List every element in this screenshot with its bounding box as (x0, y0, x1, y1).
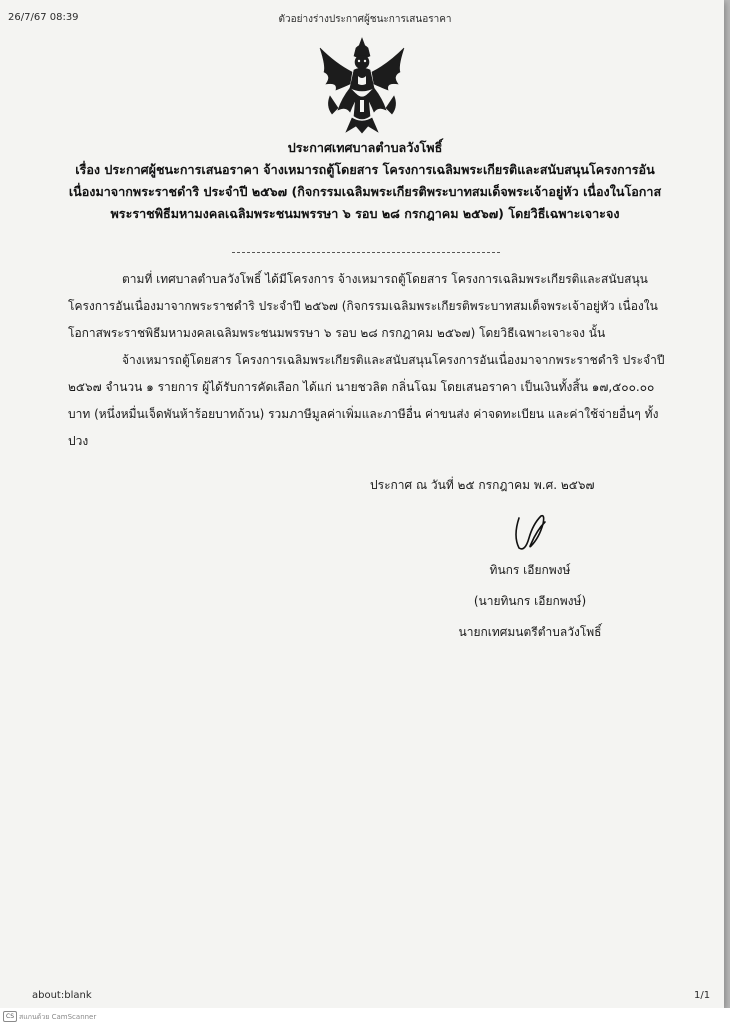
title-line-3: เนื่องมาจากพระราชดำริ ประจำปี ๒๕๖๗ (กิจกรรมเฉลิมพระเกียรติพระบาทสมเด็จพระเจ้าอยู่หัว เนื่องในโอกาส (68, 184, 662, 199)
signature-icon (505, 508, 555, 558)
title-line-2: เรื่อง ประกาศผู้ชนะการเสนอราคา จ้างเหมารถตู้โดยสาร โครงการเฉลิมพระเกียรติและสนับสนุนโครงการอัน (75, 162, 655, 177)
announcement-title (40, 137, 690, 225)
print-url: about:blank (32, 990, 92, 1001)
print-datetime: 26/7/67 08:39 (8, 12, 79, 23)
signer-name: ทินกร เอียกพงษ์ (489, 563, 571, 577)
body-paragraph-2: จ้างเหมารถตู้โดยสาร โครงการเฉลิมพระเกียรติและสนับสนุนโครงการอันเนื่องมาจากพระราชดำริ ประจำปี ๒๕๖๗ จำนวน ๑ รายการ ผู้ได้รับการคัดเลือก ได้แก่ นายชวลิต กลิ่นโฉม โดยเสนอราคา เป็นเงินทั้งสิ้น ๑๗,๕๐๐.๐๐ บาท (หนึ่งหมื่นเจ็ดพันห้าร้อยบาทถ้วน) รวมภาษีมูลค่าเพิ่มและภาษีอื่น ค่าขนส่ง ค่าจดทะเบียน และค่าใช้จ่ายอื่นๆ ทั้งปวง (68, 353, 665, 448)
announcement-date: ประกาศ ณ วันที่ ๒๕ กรกฎาคม พ.ศ. ๒๕๖๗ (370, 478, 595, 492)
title-line-4: พระราชพิธีมหามงคลเฉลิมพระชนมพรรษา ๖ รอบ ๒๘ กรกฎาคม ๒๕๖๗) โดยวิธีเฉพาะเจาะจง (110, 206, 620, 221)
signer-position: นายกเทศมนตรีตำบลวังโพธิ์ (458, 625, 602, 639)
print-doc-title: ตัวอย่างร่างประกาศผู้ชนะการเสนอราคา (278, 14, 452, 25)
body-paragraph-1: ตามที่ เทศบาลตำบลวังโพธิ์ ได้มีโครงการ จ้างเหมารถตู้โดยสาร โครงการเฉลิมพระเกียรติและสนับสนุนโครงการอันเนื่องมาจากพระราชดำริ ประจำปี ๒๕๖๗ (กิจกรรมเฉลิมพระเกียรติพระบาทสมเด็จพระเจ้าอยู่หัว เนื่องในโอกาสพระราชพิธีมหามงคลเฉลิมพระชนมพรรษา ๖ รอบ ๒๘ กรกฎาคม ๒๕๖๗) โดยวิธีเฉพาะเจาะจง นั้น (68, 272, 658, 340)
scanner-watermark (0, 1008, 730, 1024)
scanner-text: สแกนด้วย CamScanner (19, 1013, 97, 1021)
page-number: 1/1 (694, 990, 711, 1001)
divider (232, 252, 500, 253)
garuda-emblem-icon (316, 36, 408, 134)
camscanner-icon: CS (3, 1011, 17, 1022)
title-line-1: ประกาศเทศบาลตำบลวังโพธิ์ (287, 140, 443, 155)
announcement-body (68, 266, 668, 455)
signer-full-name: (นายทินกร เอียกพงษ์) (473, 594, 587, 608)
